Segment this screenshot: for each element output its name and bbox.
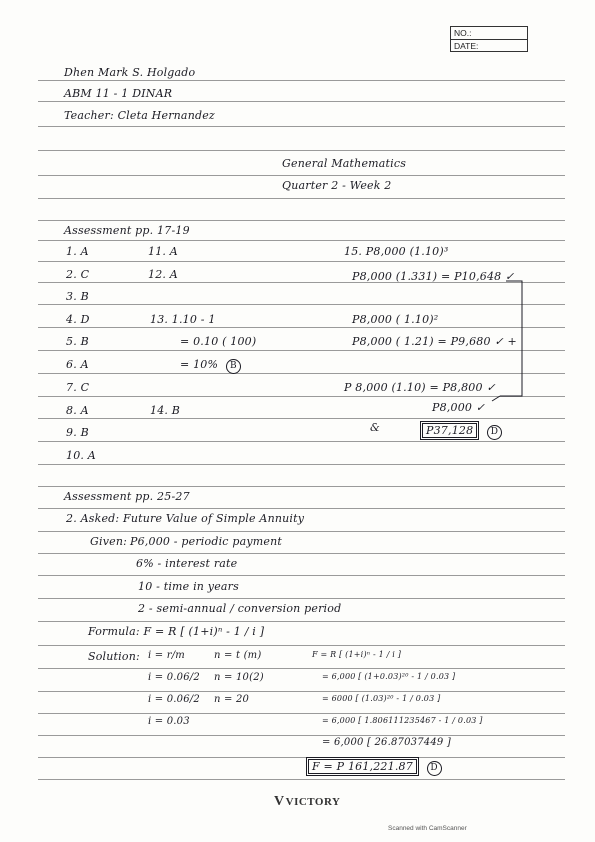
item-13-line1: 13. 1.10 - 1 (150, 313, 216, 326)
solution-step-right: = 6,000 [ 26.87037449 ] (322, 737, 451, 748)
brand-name: VICTORY (285, 796, 341, 808)
item-11: 11. A (148, 245, 178, 258)
solution-step-left: i = 0.06/2 (148, 694, 200, 705)
solution-step-mid: n = 20 (214, 694, 250, 705)
item-15-line5: P 8,000 (1.10) = P8,800 ✓ (344, 381, 496, 394)
given-item: 6% - interest rate (136, 557, 238, 570)
answer-item: 9. B (66, 426, 89, 439)
assessment2-heading: Assessment pp. 25-27 (64, 490, 190, 503)
number-label: NO.: (451, 27, 527, 40)
item-15-line4: P8,000 ( 1.21) = P9,680 ✓ + (352, 335, 517, 348)
answer-item: 3. B (66, 290, 89, 303)
solution-step-left: i = 0.06/2 (148, 672, 200, 683)
solution-step-mid: n = 10(2) (214, 672, 264, 683)
subject-quarter: Quarter 2 - Week 2 (282, 179, 392, 192)
subject-title: General Mathematics (282, 157, 407, 170)
item-15-line6: P8,000 ✓ (432, 401, 486, 414)
solution-label: Solution: (88, 650, 140, 663)
answer-item: 10. A (66, 449, 96, 462)
asked-line: 2. Asked: Future Value of Simple Annuity (66, 512, 305, 525)
item-15-line3: P8,000 ( 1.10)² (352, 313, 439, 326)
given-item: 10 - time in years (138, 580, 239, 593)
given-item: 2 - semi-annual / conversion period (138, 602, 342, 615)
solution-step-left: i = 0.03 (148, 716, 190, 727)
student-section: ABM 11 - 1 DINAR (64, 87, 173, 100)
date-label: DATE: (454, 41, 479, 51)
teacher-name: Teacher: Cleta Hernandez (64, 109, 215, 122)
assessment1-heading: Assessment pp. 17-19 (64, 224, 190, 237)
solution-step-right: = 6,000 [ (1+0.03)²⁰ - 1 / 0.03 ] (322, 672, 456, 681)
item-13-result: = 10% (180, 358, 219, 371)
scanner-watermark: Scanned with CamScanner (388, 825, 467, 832)
solution-step-right: F = R [ (1+i)ⁿ - 1 / i ] (312, 650, 402, 659)
student-name: Dhen Mark S. Holgado (64, 66, 196, 79)
item-15-circled-letter: D (487, 425, 502, 440)
final-circled-letter: D (427, 761, 442, 776)
solution-step-mid: n = t (m) (214, 650, 262, 661)
item-14: 14. B (150, 404, 181, 417)
answer-item: 2. C (66, 268, 90, 281)
brand-v-icon: V (274, 794, 285, 809)
item-13-line2: = 0.10 ( 100) (180, 335, 257, 348)
answer-item: 1. A (66, 245, 89, 258)
item-15-line2: P8,000 (1.331) = P10,648 ✓ (352, 270, 515, 283)
brand-logo (274, 794, 341, 810)
item-12: 12. A (148, 268, 178, 281)
given-label: Given: (90, 535, 128, 548)
answer-item: 7. C (66, 381, 90, 394)
solution-step-left: i = r/m (148, 650, 185, 661)
solution-step-right: = 6000 [ (1.03)²⁰ - 1 / 0.03 ] (322, 694, 441, 703)
solution-step-right: = 6,000 [ 1.806111235467 - 1 / 0.03 ] (322, 716, 483, 725)
answer-item: 8. A (66, 404, 89, 417)
ampersand-mark: & (370, 421, 380, 434)
given-item: P6,000 - periodic payment (130, 535, 283, 548)
answer-item: 5. B (66, 335, 89, 348)
item-13-circled-letter: B (226, 359, 241, 374)
formula-line: Formula: F = R [ (1+i)ⁿ - 1 / i ] (88, 625, 265, 638)
answer-item: 4. D (66, 313, 90, 326)
item-15-total: P37,128 (420, 421, 479, 440)
final-answer: F = P 161,221.87 (306, 757, 419, 776)
answer-item: 6. A (66, 358, 89, 371)
item-15-line1: 15. P8,000 (1.10)³ (344, 245, 449, 258)
